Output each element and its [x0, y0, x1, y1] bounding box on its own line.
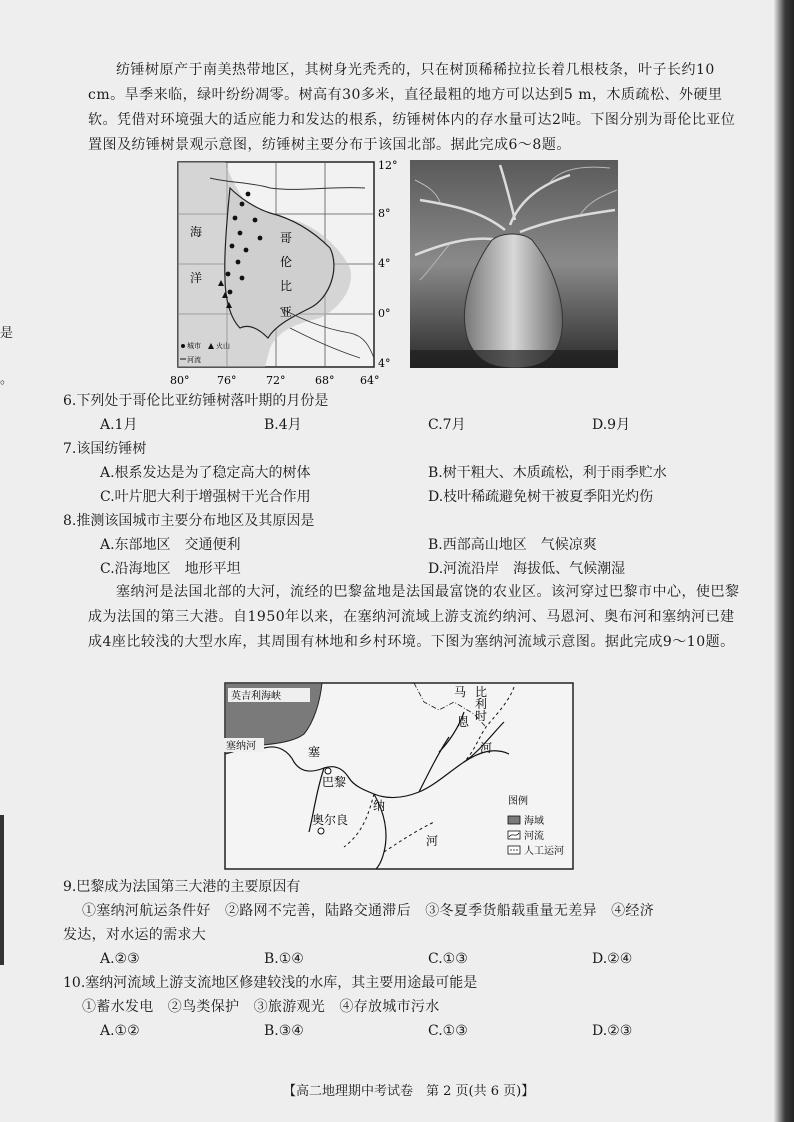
q10-option-d[interactable]: D.②③	[592, 1023, 633, 1039]
q7-option-c[interactable]: C.叶片肥大利于增强树干光合作用	[100, 489, 311, 505]
q8-option-a[interactable]: A.东部地区 交通便利	[100, 537, 241, 553]
paris-label: 巴黎	[322, 775, 347, 789]
marne-char-3: 河	[480, 741, 493, 755]
q7-option-a[interactable]: A.根系发达是为了稳定高大的树体	[100, 465, 311, 481]
q10-option-b[interactable]: B.③④	[264, 1023, 304, 1039]
q9-option-c[interactable]: C.①③	[428, 951, 468, 967]
legend-volcano: 火山	[216, 342, 230, 350]
bottle-tree-photo	[410, 160, 618, 368]
q7-option-b[interactable]: B.树干粗大、木质疏松，利于雨季贮水	[428, 465, 667, 481]
colombia-location-map	[170, 158, 410, 388]
lat-label-8n: 8°	[378, 207, 391, 220]
lon-label-80w: 80°	[170, 374, 190, 387]
page-footer: 【高二地理期中考试卷 第 2 页(共 6 页)】	[283, 1084, 535, 1099]
left-edge-char-2: 。	[0, 372, 14, 387]
q8-option-d[interactable]: D.河流沿岸 海拔低、气候潮湿	[428, 561, 626, 577]
country-char-3: 比	[280, 279, 293, 293]
legend-sea-area: 海域	[524, 816, 544, 827]
question-7-stem: 7.该国纺锤树	[63, 441, 147, 457]
q10-option-c[interactable]: C.①③	[428, 1023, 468, 1039]
passage-seine: 塞纳河是法国北部的大河，流经的巴黎盆地是法国最富饶的农业区。该河穿过巴黎市中心，使巴黎成为法国的第三大港。自1950年以来，在塞纳河流域上游支流约纳河、马恩河、奥布河和塞纳河已建成4座比较浅的大型水库，其周围有林地和乡村环境。下图为塞纳河流域示意图。据此完成9～10题。	[88, 584, 740, 650]
legend-title: 图例	[508, 796, 528, 807]
legend-river: 河流	[187, 356, 201, 364]
q9-statements-line2: 发达，对水运的需求大	[63, 927, 206, 943]
english-channel-label: 英吉利海峡	[231, 691, 281, 702]
scan-right-edge	[774, 0, 794, 1122]
orleans-label: 奥尔良	[312, 813, 349, 827]
question-10-stem: 10.塞纳河流域上游支流地区修建较浅的水库，其主要用途最可能是	[63, 975, 478, 991]
belgium-char-2: 利	[475, 697, 488, 711]
lat-label-4s: 4°	[378, 357, 391, 370]
lat-label-12n: 12°	[378, 159, 398, 172]
q9-statements-line1: ①塞纳河航运条件好 ②路网不完善，陆路交通滞后 ③冬夏季货船载重量无差异 ④经济	[82, 903, 654, 919]
sea-char-1: 海	[190, 225, 203, 239]
q9-option-d[interactable]: D.②④	[592, 951, 633, 967]
country-char-4: 亚	[280, 305, 293, 319]
lon-label-72w: 72°	[266, 374, 286, 387]
q10-statements: ①蓄水发电 ②鸟类保护 ③旅游观光 ④存放城市污水	[82, 999, 440, 1015]
q6-option-b[interactable]: B.4月	[264, 417, 302, 433]
seine-char-sai: 塞	[308, 745, 321, 759]
marne-char-1: 马	[454, 685, 467, 699]
question-8-stem: 8.推测该国城市主要分布地区及其原因是	[63, 513, 315, 529]
seine-basin-map	[224, 682, 574, 872]
question-9-stem: 9.巴黎成为法国第三大港的主要原因有	[63, 879, 301, 895]
marne-char-2: 恩	[457, 715, 470, 729]
q8-option-b[interactable]: B.西部高山地区 气候凉爽	[428, 537, 597, 553]
lon-label-68w: 68°	[315, 374, 335, 387]
lon-label-64w: 64°	[360, 374, 380, 387]
q9-option-b[interactable]: B.①④	[264, 951, 304, 967]
lon-label-76w: 76°	[217, 374, 237, 387]
sea-char-2: 洋	[190, 271, 203, 285]
q6-option-c[interactable]: C.7月	[428, 417, 466, 433]
scan-left-edge	[0, 815, 4, 965]
seine-char-he: 河	[426, 834, 439, 848]
country-char-2: 伦	[280, 255, 293, 269]
belgium-char-3: 时	[475, 709, 488, 723]
q10-option-a[interactable]: A.①②	[100, 1023, 140, 1039]
lat-label-0: 0°	[378, 307, 391, 320]
seine-estuary-label: 塞纳河	[226, 741, 256, 752]
q9-option-a[interactable]: A.②③	[100, 951, 140, 967]
belgium-char-1: 比	[475, 685, 488, 699]
question-6-stem: 6.下列处于哥伦比亚纺锤树落叶期的月份是	[63, 393, 329, 409]
passage-baobab: 纺锤树原产于南美热带地区，其树身光秃秃的，只在树顶稀稀拉拉长着几根枝条，叶子长约10 cm。旱季来临，绿叶纷纷凋零。树高有30多米，直径最粗的地方可以达到5 m，木质疏松、外硬里软。凭借对环境强大的适应能力和发达的根系，纺锤树体内的存水量可达2吨。下图分别为哥伦比亚位置图及纺锤树景观示意图，纺锤树主要分布于该国北部。据此完成6～8题。	[88, 62, 736, 153]
country-char-1: 哥	[280, 231, 293, 245]
seine-char-na: 纳	[373, 799, 386, 813]
q7-option-d[interactable]: D.枝叶稀疏避免树干被夏季阳光灼伤	[428, 489, 654, 505]
legend-river-2: 河流	[524, 831, 544, 842]
legend-canal: 人工运河	[524, 846, 564, 857]
lat-label-4n: 4°	[378, 257, 391, 270]
q8-option-c[interactable]: C.沿海地区 地形平坦	[100, 561, 241, 577]
legend-city: 城市	[187, 342, 201, 350]
q6-option-a[interactable]: A.1月	[100, 417, 138, 433]
q6-option-d[interactable]: D.9月	[592, 417, 631, 433]
left-edge-char-1: 是	[0, 326, 14, 341]
